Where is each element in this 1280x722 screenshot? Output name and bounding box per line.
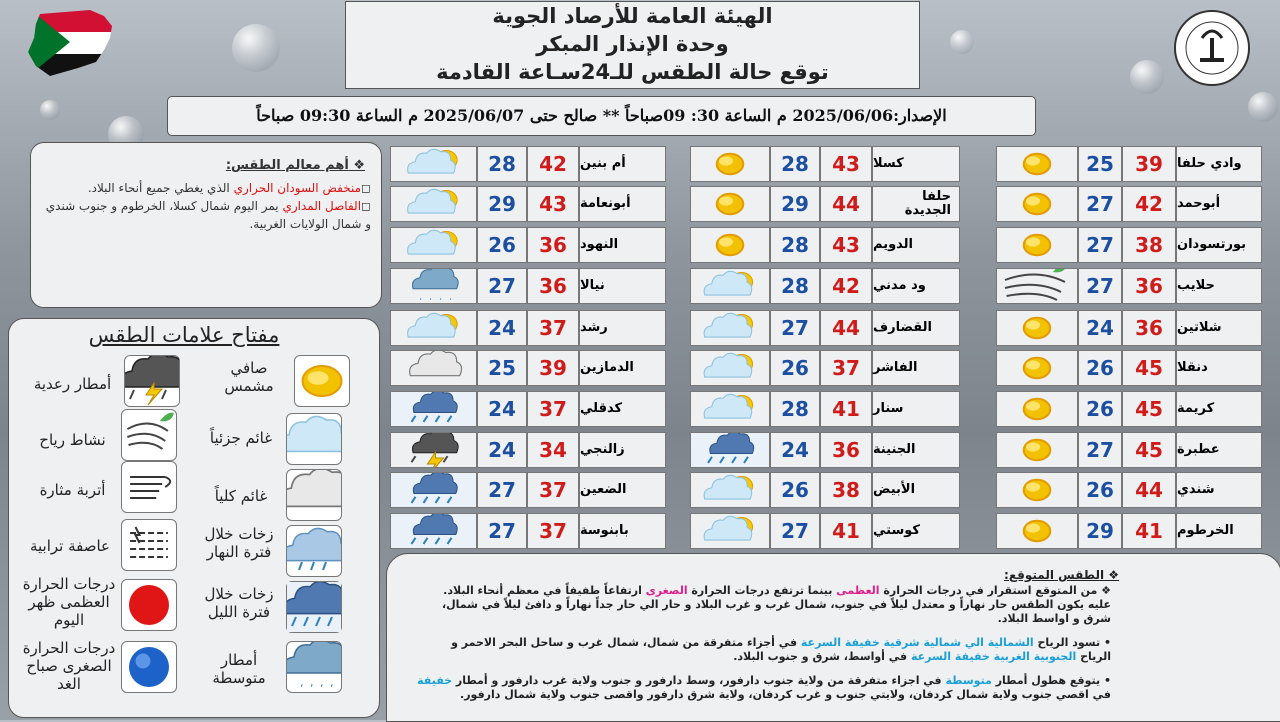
forecast-heading-text: الطقس المتوقع: [1004, 568, 1105, 582]
legend-label: أتربة مثارة [39, 481, 106, 499]
city-name: حلايب [1176, 268, 1262, 304]
min-temp-value: 29 [477, 186, 527, 222]
min-temp-value: 26 [1078, 391, 1122, 427]
highlights-title-text: أهم معالم الطقس: [225, 158, 349, 173]
authority-title: الهيئة العامة للأرصاد الجوية [492, 4, 773, 28]
city-name: الفاشر [872, 350, 960, 386]
max-temp-value: 38 [1122, 227, 1176, 263]
city-name: رشد [579, 310, 666, 346]
max-temp-value: 36 [1122, 268, 1176, 304]
partly-cloudy-icon [690, 391, 770, 427]
raindrop-decoration [40, 100, 60, 120]
partly-cloudy-icon [286, 413, 342, 465]
moderate-rain-icon [286, 641, 342, 693]
forecast-heading: ❖ الطقس المتوقع: [1004, 568, 1119, 582]
raindrop-decoration [1130, 60, 1164, 94]
sun-icon [690, 146, 770, 182]
min-temp-value: 24 [1078, 310, 1122, 346]
highlight-text-1: الذي يغطي جميع أنحاء البلاد. [87, 181, 234, 195]
sun-icon [294, 355, 350, 407]
max-temp-value: 39 [1122, 146, 1176, 182]
max-temp-value: 42 [527, 146, 579, 182]
min-temp-value: 26 [770, 350, 820, 386]
sun-icon [996, 391, 1078, 427]
city-name: ود مدني [872, 268, 960, 304]
city-name: الدمازين [579, 350, 666, 386]
city-name: شلاتين [1176, 310, 1262, 346]
legend-label: درجات الحرارة الصغرى صباح الغد [22, 639, 116, 693]
min-temp-value: 24 [770, 432, 820, 468]
night-showers-icon [390, 472, 477, 508]
forecast-title: توقع حالة الطقس للـ24سـاعة القادمة [436, 60, 829, 84]
min-temp-value: 28 [770, 391, 820, 427]
min-temp-value: 24 [477, 310, 527, 346]
cloudy-icon [390, 350, 477, 386]
moderate-rain-icon [390, 268, 477, 304]
svg-text:,: , [320, 676, 324, 689]
legend-label: زخات خلال فترة الليل [204, 585, 274, 621]
min-temp-value: 25 [1078, 146, 1122, 182]
min-temp-value: 27 [1078, 268, 1122, 304]
sun-icon [996, 350, 1078, 386]
city-name: الضعين [579, 472, 666, 508]
night-showers-icon [390, 391, 477, 427]
night-showers-icon [390, 513, 477, 549]
legend-label: أمطار متوسطة [212, 651, 266, 687]
city-name: كدقلي [579, 391, 666, 427]
partly-cloudy-icon [390, 310, 477, 346]
partly-cloudy-icon [690, 310, 770, 346]
legend-label: أمطار رعدية [33, 375, 112, 393]
partly-cloudy-icon [390, 146, 477, 182]
max-temp-value: 36 [820, 432, 872, 468]
max-temp-value: 45 [1122, 432, 1176, 468]
max-temp-value: 44 [1122, 472, 1176, 508]
min-temp-value: 26 [477, 227, 527, 263]
min-temp-value: 27 [770, 310, 820, 346]
highlights-title: ❖ أهم معالم الطقس: [225, 158, 365, 173]
legend-label: غائم جزئياً [209, 429, 273, 447]
max-temp-value: 43 [527, 186, 579, 222]
max-temp-value: 37 [527, 513, 579, 549]
max-temp-value: 36 [1122, 310, 1176, 346]
partly-cloudy-icon [690, 350, 770, 386]
max-temp-value: 37 [527, 391, 579, 427]
city-name: النهود [579, 227, 666, 263]
max-temp-icon [121, 579, 177, 631]
city-name: أبوحمد [1176, 186, 1262, 222]
min-temp-value: 24 [477, 391, 527, 427]
city-name: بورتسودان [1176, 227, 1262, 263]
night-showers-icon [690, 432, 770, 468]
max-temp-value: 36 [527, 268, 579, 304]
legend-label: عاصفة ترابية [29, 537, 111, 555]
max-temp-value: 45 [1122, 391, 1176, 427]
city-name: كسلا [872, 146, 960, 182]
min-temp-value: 27 [1078, 186, 1122, 222]
raindrop-decoration [232, 24, 280, 72]
highlight-red-2: الفاصل المداري [282, 199, 362, 213]
city-name: أبونعامة [579, 186, 666, 222]
max-temp-value: 45 [1122, 350, 1176, 386]
sun-icon [690, 227, 770, 263]
svg-text:,: , [429, 291, 432, 301]
min-temp-value: 26 [770, 472, 820, 508]
min-temp-value: 27 [1078, 432, 1122, 468]
city-name: أم بنين [579, 146, 666, 182]
night-showers-icon [286, 581, 342, 633]
min-temp-value: 28 [770, 227, 820, 263]
forecast-paragraph-3: • يتوقع هطول أمطار متوسطة في اجزاء متفرقة من ولاية جنوب دارفور، وسط دارفور و جنوب ولاية غرب دارفور و أمطار خفيفة في اقصي جنوب ولاية شمال كردفان، ولايتي جنوب و غرب كردفان، ولاية شرق دارفور واقصى جنوب ولاية شمال دارفور. [417, 674, 1111, 701]
city-name: نيالا [579, 268, 666, 304]
dust-storm-icon [121, 519, 177, 571]
city-name: كريمة [1176, 391, 1262, 427]
max-temp-value: 37 [527, 310, 579, 346]
city-name: بابنوسة [579, 513, 666, 549]
max-temp-value: 42 [820, 268, 872, 304]
min-temp-value: 28 [770, 268, 820, 304]
min-temp-icon [121, 641, 177, 693]
issue-validity-bar [167, 96, 1036, 136]
sun-icon [996, 186, 1078, 222]
city-name: القضارف [872, 310, 960, 346]
sun-icon [996, 227, 1078, 263]
max-temp-value: 36 [527, 227, 579, 263]
city-name: الأبيض [872, 472, 960, 508]
min-temp-value: 27 [477, 268, 527, 304]
min-temp-value: 26 [1078, 350, 1122, 386]
forecast-paragraph-1: ❖ من المتوقع استقرار في درجات الحرارة العظمى بينما ترتفع درجات الحرارة الصغرى ارتفاعاً طفيفاً في معظم أنحاء البلاد. عليه يكون الطقس حار نهاراً و معتدل ليلاً في جنوب، شمال غرب و غرب البلاد و حار الي حار جداً نهاراً و دافئ ليلاً في شمال، شرق و اواسط البلاد. [441, 584, 1111, 625]
svg-text:,: , [449, 291, 452, 301]
partly-cloudy-icon [390, 186, 477, 222]
expected-weather-panel [386, 553, 1280, 722]
city-name: شندي [1176, 472, 1262, 508]
legend-label: درجات الحرارة العظمى ظهر اليوم [22, 575, 116, 629]
highlight-red-1: منخفض السودان الحراري [233, 181, 362, 195]
max-temp-value: 41 [1122, 513, 1176, 549]
highlight-item-2: ◻الفاصل المداري يمر اليوم شمال كسلا، الخرطوم و جنوب شندي و شمال الولايات الغربية. [45, 199, 371, 231]
min-temp-value: 29 [770, 186, 820, 222]
city-name: عطبرة [1176, 432, 1262, 468]
max-temp-value: 41 [820, 513, 872, 549]
city-name: الجنينة [872, 432, 960, 468]
legend-title: مفتاح علامات الطقس [88, 323, 280, 347]
svg-text:,: , [439, 291, 442, 301]
partly-cloudy-icon [690, 472, 770, 508]
header-title-box [345, 1, 920, 89]
min-temp-value: 24 [477, 432, 527, 468]
sun-icon [996, 146, 1078, 182]
raindrop-decoration [950, 30, 974, 54]
legend-label: غائم كلياً [214, 487, 268, 505]
max-temp-value: 37 [527, 472, 579, 508]
city-name: الخرطوم [1176, 513, 1262, 549]
city-name: الدويم [872, 227, 960, 263]
city-name: حلفا الجديدة [872, 186, 960, 222]
max-temp-value: 44 [820, 186, 872, 222]
max-temp-value: 38 [820, 472, 872, 508]
thunderstorm-icon [124, 355, 180, 407]
legend-label: نشاط رياح [39, 431, 106, 449]
min-temp-value: 27 [477, 472, 527, 508]
partly-cloudy-icon [690, 513, 770, 549]
sudan-flag-map-icon [26, 6, 116, 78]
min-temp-value: 28 [770, 146, 820, 182]
svg-text:,: , [330, 676, 334, 689]
city-name: كوستي [872, 513, 960, 549]
min-temp-value: 27 [770, 513, 820, 549]
city-name: زالنجي [579, 432, 666, 468]
blowing-dust-icon [121, 461, 177, 513]
min-temp-value: 25 [477, 350, 527, 386]
legend-label: صافي مشمس [224, 359, 274, 395]
legend-label: زخات خلال فترة النهار [204, 525, 274, 561]
min-temp-value: 28 [477, 146, 527, 182]
max-temp-value: 34 [527, 432, 579, 468]
meteorological-authority-logo [1172, 8, 1252, 88]
svg-text:,: , [419, 291, 422, 301]
raindrop-decoration [1248, 92, 1278, 122]
issue-text: الإصدار:2025/06/06 م الساعة 30: 09صباحاً ** صالح حتى 2025/06/07 م الساعة 09:30 صباحاً [256, 106, 947, 125]
max-temp-value: 44 [820, 310, 872, 346]
min-temp-value: 29 [1078, 513, 1122, 549]
sun-icon [996, 513, 1078, 549]
partly-cloudy-icon [690, 268, 770, 304]
min-temp-value: 27 [1078, 227, 1122, 263]
svg-text:,: , [300, 676, 304, 689]
partly-cloudy-icon [390, 227, 477, 263]
wind-icon [996, 268, 1078, 304]
sun-icon [690, 186, 770, 222]
weather-highlights-panel [30, 142, 382, 308]
weather-legend-panel [8, 318, 380, 718]
min-temp-value: 27 [477, 513, 527, 549]
city-name: دنقلا [1176, 350, 1262, 386]
max-temp-value: 39 [527, 350, 579, 386]
min-temp-value: 26 [1078, 472, 1122, 508]
max-temp-value: 37 [820, 350, 872, 386]
wind-icon [121, 409, 177, 461]
highlight-item-1: ◻منخفض السودان الحراري الذي يغطي جميع أنحاء البلاد. [87, 181, 371, 195]
city-name: سنار [872, 391, 960, 427]
svg-text:,: , [310, 676, 314, 689]
max-temp-value: 42 [1122, 186, 1176, 222]
sun-icon [996, 432, 1078, 468]
highlight-text-2: يمر اليوم شمال كسلا، الخرطوم و جنوب شندي و شمال الولايات الغربية. [45, 199, 371, 231]
max-temp-value: 41 [820, 391, 872, 427]
city-name: وادي حلفا [1176, 146, 1262, 182]
day-showers-icon [286, 525, 342, 577]
sun-icon [996, 472, 1078, 508]
unit-title: وحدة الإنذار المبكر [536, 32, 729, 56]
thunderstorm-icon [390, 432, 477, 468]
max-temp-value: 43 [820, 146, 872, 182]
forecast-paragraph-2: • تسود الرياح الشمالية الي شمالية شرقية خفيفة السرعة في أجزاء متفرقة من شمال، شمال غرب و ساحل البحر الاحمر و الرياح الجنوبية الغربية خفيفة السرعة في أواسط، شرق و جنوب البلاد. [451, 636, 1111, 663]
max-temp-value: 43 [820, 227, 872, 263]
sun-icon [996, 310, 1078, 346]
cloudy-icon [286, 469, 342, 521]
